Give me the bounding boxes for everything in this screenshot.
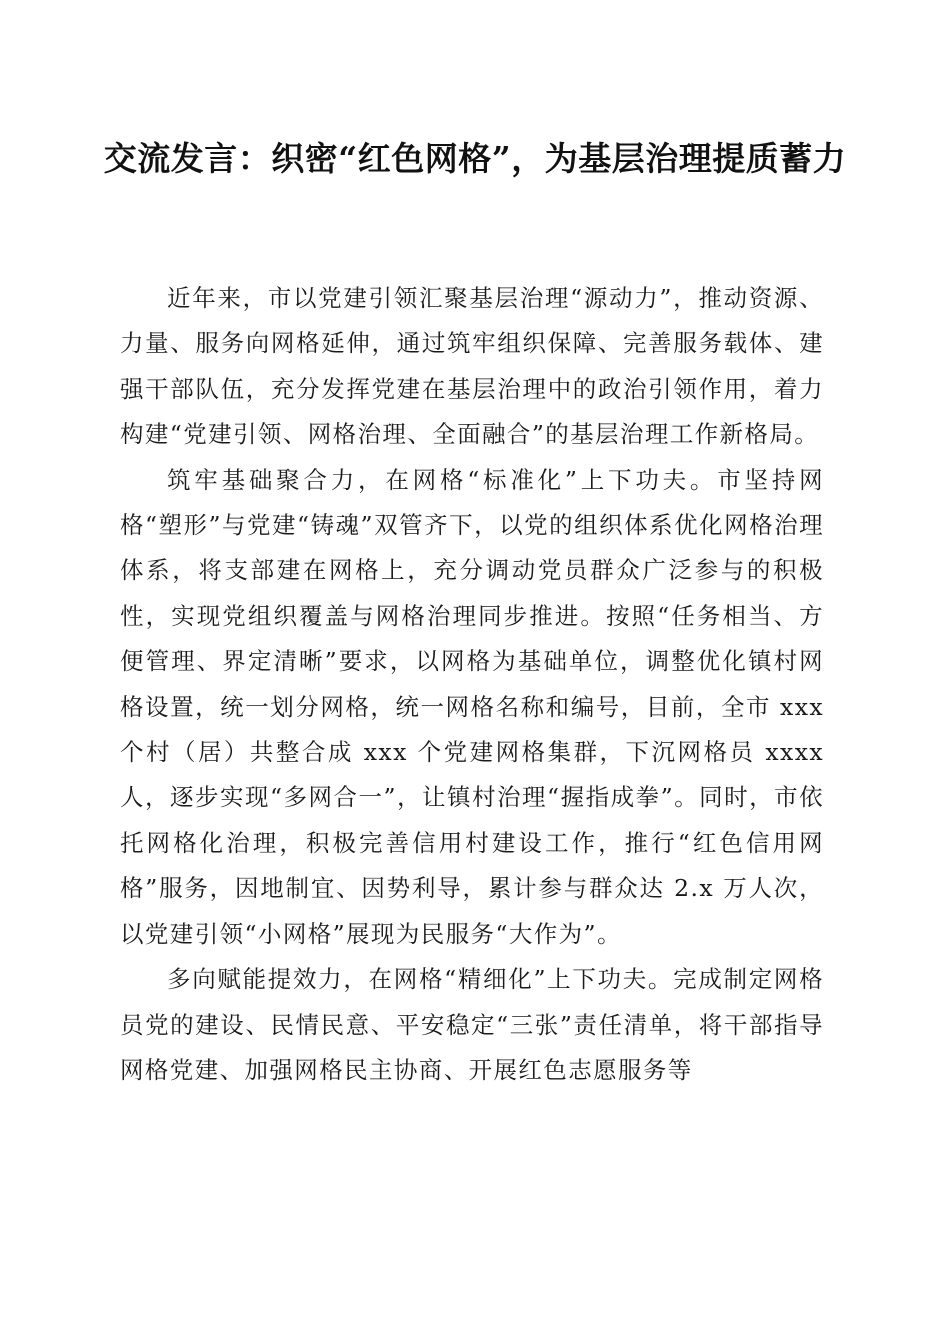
page-title: 交流发言：织密“红色网格”，为基层治理提质蓄力 <box>103 139 847 178</box>
document-body <box>120 276 824 1093</box>
paragraph-standardization: 筑牢基础聚合力，在网格“标准化”上下功夫。市坚持网格“塑形”与党建“铸魂”双管齐下，以党的组织体系优化网格治理体系，将支部建在网格上，充分调动党员群众广泛参与的积极性，实现党组织覆盖与网格治理同步推进。按照“任务相当、方便管理、界定清晰”要求，以网格为基础单位，调整优化镇村网格设置，统一划分网格，统一网格名称和编号，目前，全市 xxx 个村（居）共整合成 xxx 个党建网格集群，下沉网格员 xxxx 人，逐步实现“多网合一”，让镇村治理“握指成拳”。同时，市依托网格化治理，积极完善信用村建设工作，推行“红色信用网格”服务，因地制宜、因势利导，累计参与群众达 2.x 万人次，以党建引领“小网格”展现为民服务“大作为”。 <box>120 465 824 948</box>
paragraph-refinement: 多向赋能提效力，在网格“精细化”上下功夫。完成制定网格员党的建设、民情民意、平安稳定“三张”责任清单，将干部指导网格党建、加强网格民主协商、开展红色志愿服务等 <box>120 965 824 1084</box>
paragraph-intro: 近年来，市以党建引领汇聚基层治理“源动力”，推动资源、力量、服务向网格延伸，通过筑牢组织保障、完善服务载体、建强干部队伍，充分发挥党建在基层治理中的政治引领作用，着力构建“党建引领、网格治理、全面融合”的基层治理工作新格局。 <box>120 284 824 449</box>
